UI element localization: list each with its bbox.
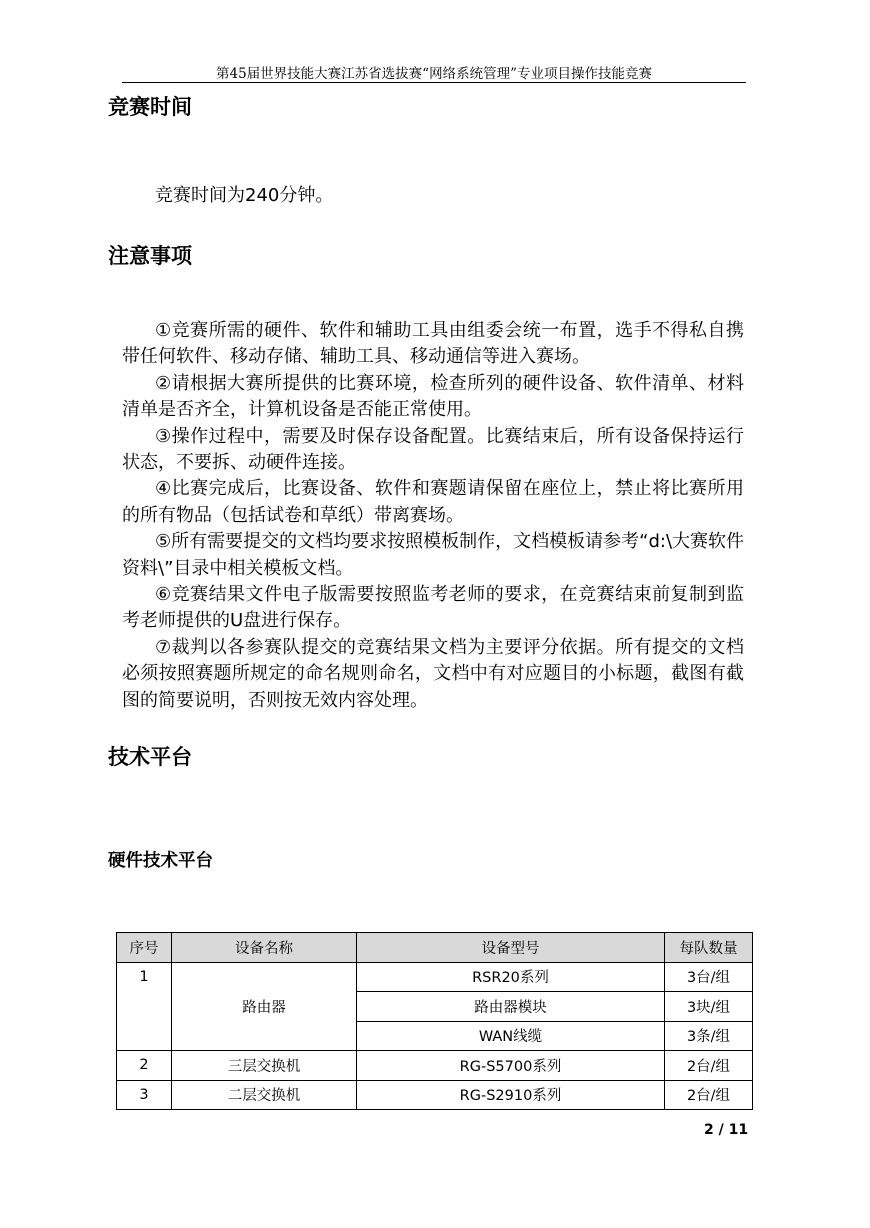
note-item-1: ①竞赛所需的硬件、软件和辅助工具由组委会统一布置，选手不得私自携带任何软件、移动存储、辅助工具、移动通信等进入赛场。	[122, 320, 744, 368]
cell-no: 1	[117, 962, 172, 1051]
note-item-4: ④比赛完成后，比赛设备、软件和赛题请保留在座位上，禁止将比赛所用的所有物品（包括试卷和草纸）带离赛场。	[122, 478, 744, 526]
table-row	[117, 1080, 753, 1110]
cell-model: 路由器模块	[357, 992, 665, 1022]
cell-qty: 2台/组	[665, 1051, 753, 1081]
col-header-no: 序号	[117, 933, 172, 963]
cell-model: WAN线缆	[357, 1021, 665, 1051]
cell-qty: 2台/组	[665, 1080, 753, 1110]
cell-no: 2	[117, 1051, 172, 1081]
col-header-model: 设备型号	[357, 933, 665, 963]
cell-qty: 3块/组	[665, 992, 753, 1022]
note-item-3: ③操作过程中，需要及时保存设备配置。比赛结束后，所有设备保持运行状态，不要拆、动硬件连接。	[122, 425, 744, 474]
note-item-6: ⑥竞赛结果文件电子版需要按照监考老师的要求，在竞赛结束前复制到监考老师提供的U盘进行保存。	[122, 584, 744, 632]
section-title-hardware: 硬件技术平台	[108, 851, 213, 871]
page-number: 2 / 11	[704, 1122, 749, 1138]
col-header-name: 设备名称	[172, 933, 357, 963]
cell-no: 3	[117, 1080, 172, 1110]
notes-list	[122, 318, 744, 714]
cell-name: 二层交换机	[172, 1080, 357, 1110]
header-rule	[122, 82, 746, 83]
section-title-platform: 技术平台	[108, 745, 192, 769]
cell-model: RSR20系列	[357, 962, 665, 992]
note-item-5: ⑤所有需要提交的文档均要求按照模板制作，文档模板请参考“d:\大赛软件资料\”目录中相关模板文档。	[122, 531, 745, 579]
col-header-qty: 每队数量	[665, 933, 753, 963]
cell-qty: 3台/组	[665, 962, 753, 992]
cell-name: 路由器	[172, 962, 357, 1051]
time-body: 竞赛时间为240分钟。	[155, 185, 334, 206]
cell-model: RG-S2910系列	[357, 1080, 665, 1110]
hardware-table	[116, 932, 753, 1110]
table-header-row	[117, 933, 753, 963]
cell-qty: 3条/组	[665, 1021, 753, 1051]
section-title-time: 竞赛时间	[108, 95, 192, 119]
table-row	[117, 1051, 753, 1081]
note-item-7: ⑦裁判以各参赛队提交的竞赛结果文档为主要评分依据。所有提交的文档必须按照赛题所规定的命名规则命名，文档中有对应题目的小标题，截图有截图的简要说明，否则按无效内容处理。	[122, 636, 744, 711]
cell-model: RG-S5700系列	[357, 1051, 665, 1081]
table-row	[117, 962, 753, 992]
note-item-2: ②请根据大赛所提供的比赛环境，检查所列的硬件设备、软件清单、材料清单是否齐全，计算机设备是否能正常使用。	[122, 372, 744, 421]
section-title-notes: 注意事项	[108, 244, 192, 268]
page-header: 第45届世界技能大赛江苏省选拔赛“网络系统管理”专业项目操作技能竞赛	[216, 66, 652, 82]
cell-name: 三层交换机	[172, 1051, 357, 1081]
